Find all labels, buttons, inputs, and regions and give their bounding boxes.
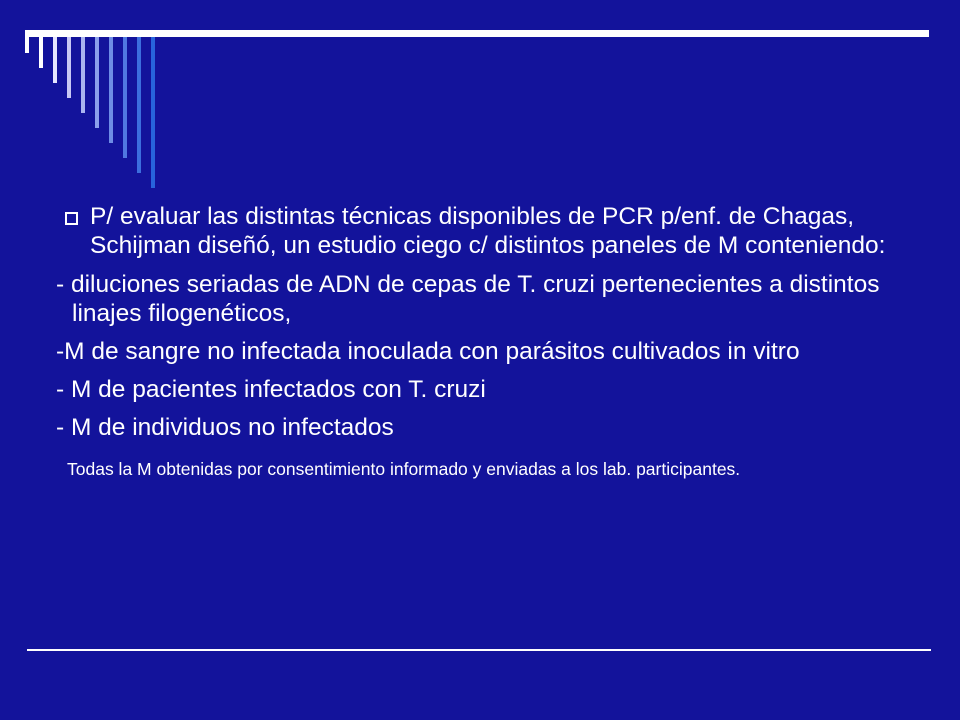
decorative-bar (39, 37, 43, 68)
bullet-text: P/ evaluar las distintas técnicas disponibles de PCR p/enf. de Chagas, Schijman diseñó, un estudio ciego c/ distintos paneles de M conteniendo: (90, 203, 886, 259)
decorative-bar (109, 37, 113, 143)
list-item: - M de pacientes infectados con T. cruzi (56, 376, 486, 403)
decorative-bar (81, 37, 85, 113)
decorative-bar (67, 37, 71, 98)
list-item: - diluciones seriadas de ADN de cepas de T. cruzi pertenecientes a distintos linajes filogenéticos, (56, 271, 880, 327)
decorative-bar (151, 37, 155, 188)
note-text: Todas la M obtenidas por consentimiento informado y enviadas a los lab. participantes. (67, 459, 741, 479)
slide-content (56, 202, 916, 480)
decorative-bar (25, 37, 29, 53)
decorative-bar (95, 37, 99, 128)
decorative-bar (53, 37, 57, 83)
list-item: -M de sangre no infectada inoculada con parásitos cultivados in vitro (56, 338, 800, 365)
decorative-bar (123, 37, 127, 158)
bottom-rule (27, 649, 931, 651)
decorative-bar (137, 37, 141, 173)
bullet-paragraph (56, 202, 916, 260)
list-item: - M de individuos no infectados (56, 414, 394, 441)
decorative-bars (0, 0, 200, 200)
square-bullet-icon (65, 212, 78, 225)
